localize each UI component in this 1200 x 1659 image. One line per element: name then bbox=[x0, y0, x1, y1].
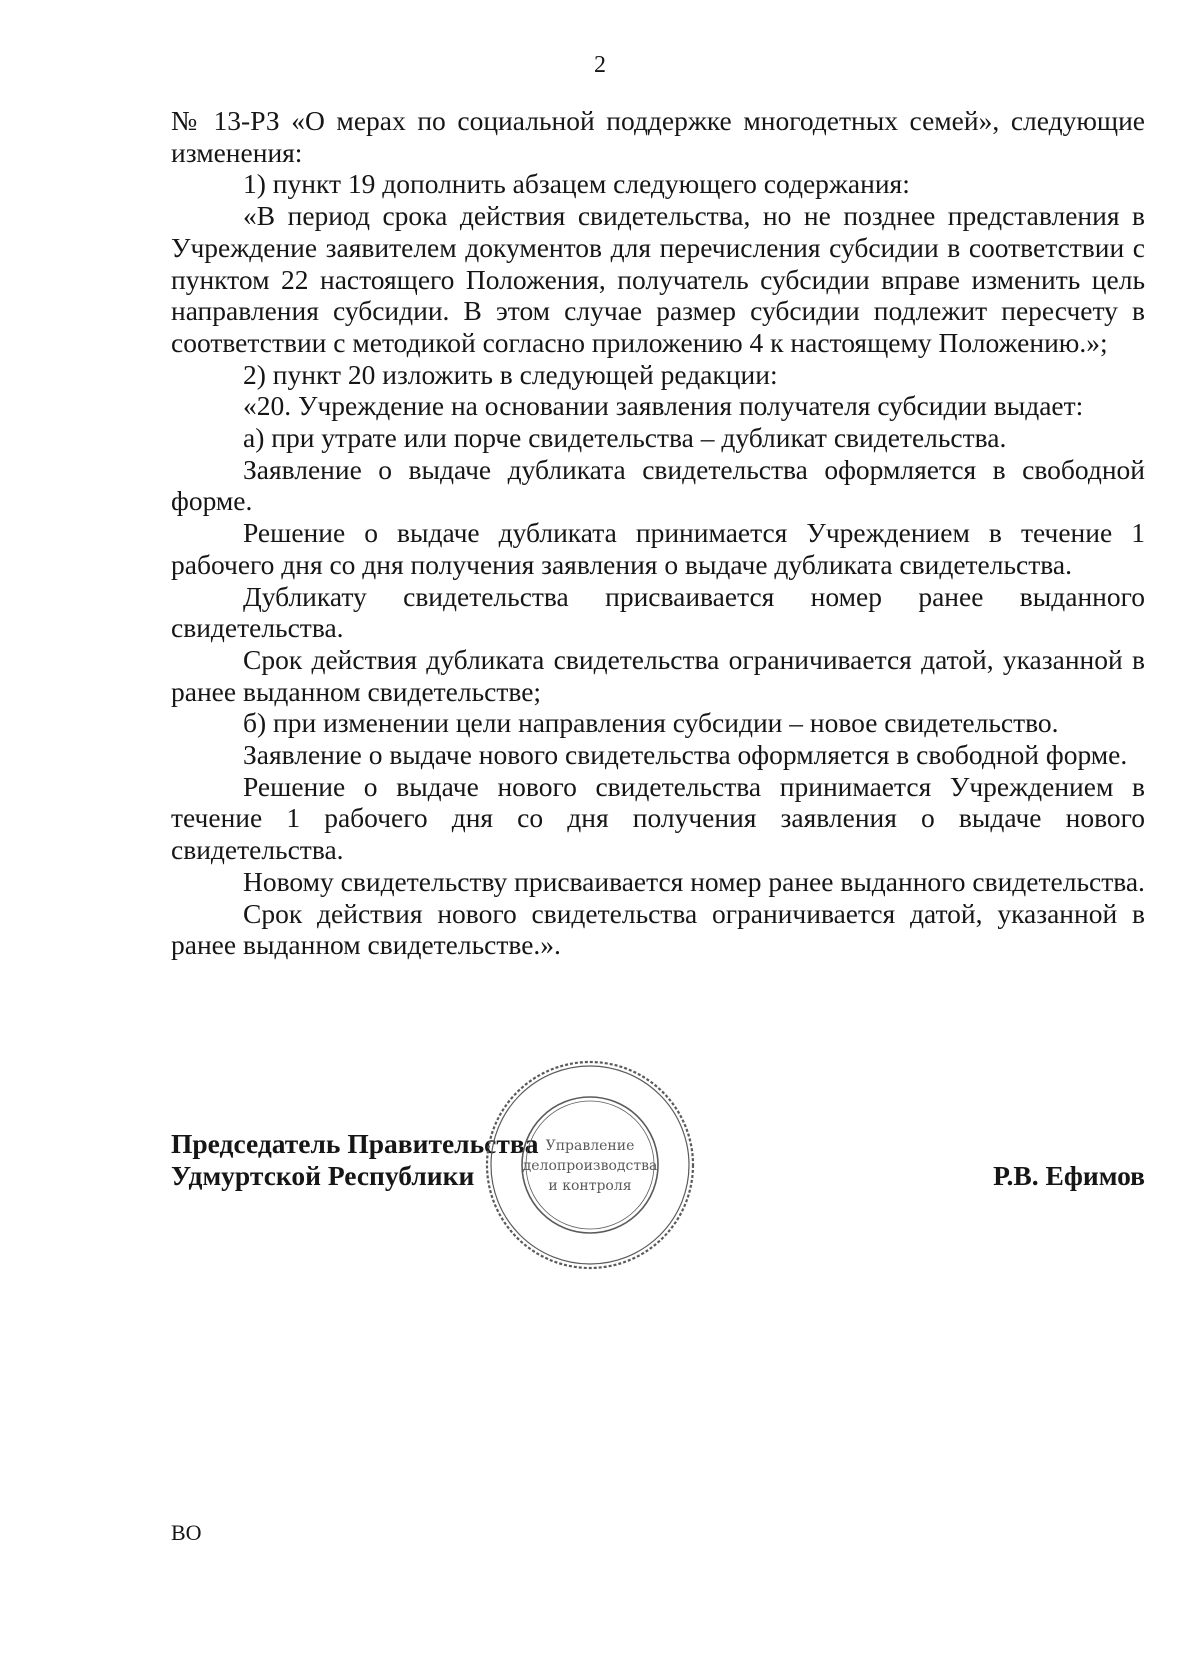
paragraph: Дубликату свидетельства присваивается номер ранее выданного свидетельства. bbox=[171, 580, 1145, 644]
paragraph: Решение о выдаче нового свидетельства принимается Учреждением в течение 1 рабочего дня со дня получения заявления о выдаче нового свидетельства. bbox=[171, 770, 1145, 866]
paragraph: «В период срока действия свидетельства, но не позднее представления в Учреждение заявителем документов для перечисления субсидии в соответствии с пунктом 22 настоящего Положения, получатель субсидии вправе изменить цель направления субсидии. В этом случае размер субсидии подлежит пересчету в соответствии с методикой согласно приложению 4 к настоящему Положению.»; bbox=[171, 200, 1145, 358]
paragraph: Новому свидетельству присваивается номер ранее выданного свидетельства. bbox=[243, 865, 1145, 897]
official-seal bbox=[483, 1058, 697, 1272]
paragraph: Заявление о выдаче нового свидетельства оформляется в свободной форме. bbox=[243, 739, 1128, 771]
page-number: 2 bbox=[594, 52, 606, 78]
document-body bbox=[171, 105, 1145, 961]
paragraph: № 13-РЗ «О мерах по социальной поддержке многодетных семей», следующие изменения: bbox=[171, 105, 1145, 168]
paragraph: 2) пункт 20 изложить в следующей редакции: bbox=[243, 358, 778, 390]
paragraph: Срок действия нового свидетельства ограничивается датой, указанной в ранее выданном свидетельстве.». bbox=[171, 897, 1145, 961]
paragraph: «20. Учреждение на основании заявления получателя субсидии выдает: bbox=[243, 390, 1084, 422]
paragraph: 1) пункт 19 дополнить абзацем следующего содержания: bbox=[243, 168, 910, 200]
paragraph: Заявление о выдаче дубликата свидетельства оформляется в свободной форме. bbox=[171, 453, 1145, 517]
signatory-position-line2: Удмуртской Республики bbox=[171, 1160, 475, 1191]
signatory-position-line1: Председатель Правительства bbox=[171, 1128, 539, 1159]
footer-mark: ВО bbox=[171, 1520, 202, 1545]
seal-center-line1: Управление bbox=[545, 1138, 635, 1154]
seal-center-line3: и контроля bbox=[548, 1178, 632, 1194]
paragraph: а) при утрате или порче свидетельства – дубликат свидетельства. bbox=[243, 422, 1007, 454]
seal-center-line2: делопроизводства bbox=[522, 1158, 658, 1174]
signatory-name: Р.В. Ефимов bbox=[993, 1160, 1145, 1191]
paragraph: Срок действия дубликата свидетельства ограничивается датой, указанной в ранее выданном свидетельстве; bbox=[171, 643, 1145, 707]
paragraph: б) при изменении цели направления субсидии – новое свидетельство. bbox=[243, 707, 1059, 739]
paragraph: Решение о выдаче дубликата принимается Учреждением в течение 1 рабочего дня со дня получения заявления о выдаче дубликата свидетельства. bbox=[171, 517, 1145, 580]
